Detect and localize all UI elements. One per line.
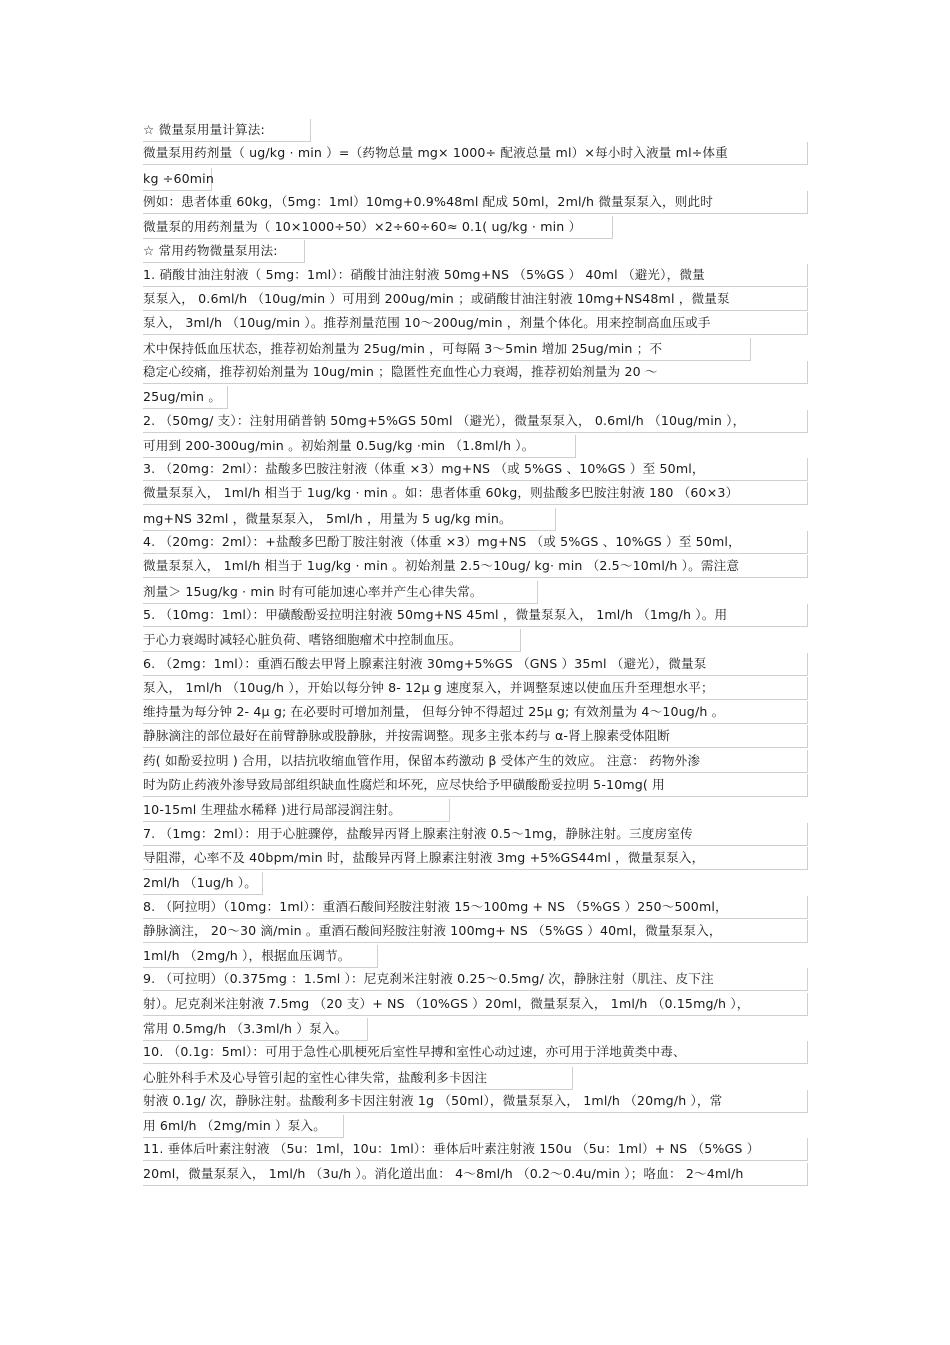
text-line: 11. 垂体后叶素注射液 （5u：1ml，10u：1ml）：垂体后叶素注射液 150u （5u：1ml）+ NS （5%GS ） [143, 1138, 808, 1162]
text-line: 泵入， 1ml/h （10ug/h ），开始以每分钟 8- 12μ g 速度泵入，并调整泵速以使血压升至理想水平； [143, 677, 808, 701]
text-line: 稳定心绞痛，推荐初始剂量为 10ug/min ；隐匿性充血性心力衰竭，推荐初始剂量为 20 ～ [143, 361, 808, 385]
text-line: 射）。尼克刹米注射液 7.5mg （20 支）+ NS （10%GS ）20ml，微量泵泵入， 1ml/h （0.15mg/h ）， [143, 993, 808, 1017]
text-line: 2. （50mg/ 支）：注射用硝普钠 50mg+5%GS 50ml （避光），微量泵泵入， 0.6ml/h （10ug/min ）， [143, 410, 808, 434]
text-line: ☆ 常用药物微量泵用法: [143, 239, 808, 263]
text-line: 25ug/min 。 [143, 385, 808, 409]
text-line: 时为防止药液外渗导致局部组织缺血性腐烂和坏死，应尽快给予甲磺酸酚妥拉明 5-10mg( 用 [143, 774, 808, 798]
text-line: 药( 如酚妥拉明 ) 合用，以拮抗收缩血管作用，保留本药激动 β 受体产生的效应。 注意： 药物外渗 [143, 750, 808, 774]
text-line: 可用到 200-300ug/min 。初始剂量 0.5ug/kg ·min （1.8ml/h ）。 [143, 434, 808, 458]
text-line: 2ml/h （1ug/h ）。 [143, 871, 808, 895]
text-line: 6. （2mg：1ml）：重酒石酸去甲肾上腺素注射液 30mg+5%GS （GNS ）35ml （避光），微量泵 [143, 653, 808, 677]
text-line: 射液 0.1g/ 次，静脉注射。盐酸利多卡因注射液 1g （50ml），微量泵泵入， 1ml/h （20mg/h ），常 [143, 1090, 808, 1114]
text-line: ☆ 微量泵用量计算法: [143, 118, 808, 142]
text-line: 8. （阿拉明）（10mg：1ml）：重酒石酸间羟胺注射液 15～100mg + NS （5%GS ）250～500ml， [143, 896, 808, 920]
text-line: 心脏外科手术及心导管引起的室性心律失常，盐酸利多卡因注 [143, 1066, 808, 1090]
text-line: 10. （0.1g：5ml）：可用于急性心肌梗死后室性早搏和室性心动过速，亦可用于洋地黄类中毒、 [143, 1041, 808, 1065]
text-line: 5. （10mg：1ml）：甲磺酸酚妥拉明注射液 50mg+NS 45ml ，微量泵泵入， 1ml/h （1mg/h ）。用 [143, 604, 808, 628]
text-line: 术中保持低血压状态，推荐初始剂量为 25ug/min ，可每隔 3～5min 增加 25ug/min ；不 [143, 337, 808, 361]
text-line: 9. （可拉明）（0.375mg ：1.5ml ）：尼克刹米注射液 0.25～0.5mg/ 次，静脉注射（肌注、皮下注 [143, 968, 808, 992]
text-line: 静脉滴注， 20～30 滴/min 。重酒石酸间羟胺注射液 100mg+ NS （5%GS ）40ml，微量泵泵入， [143, 920, 808, 944]
text-line: 1. 硝酸甘油注射液（ 5mg：1ml）：硝酸甘油注射液 50mg+NS （5%GS ） 40ml （避光），微量 [143, 264, 808, 288]
text-line: 维持量为每分钟 2- 4μ g; 在必要时可增加剂量， 但每分钟不得超过 25μ g; 有效剂量为 4～10ug/h 。 [143, 701, 808, 725]
text-line: 泵入， 3ml/h （10ug/min ）。推荐剂量范围 10～200ug/min ，剂量个体化。用来控制高血压或手 [143, 312, 808, 336]
text-line: 静脉滴注的部位最好在前臂静脉或股静脉，并按需调整。现多主张本药与 α-肾上腺素受体阻断 [143, 725, 808, 749]
text-line: kg ÷60min [143, 167, 808, 191]
text-line: 微量泵的用药剂量为（ 10×1000÷50）×2÷60÷60≈ 0.1( ug/kg · min ） [143, 215, 808, 239]
text-line: mg+NS 32ml ，微量泵泵入， 5ml/h ，用量为 5 ug/kg min。 [143, 507, 808, 531]
text-line: 剂量＞ 15ug/kg · min 时有可能加速心率并产生心律失常。 [143, 580, 808, 604]
text-line: 1ml/h （2mg/h ），根据血压调节。 [143, 944, 808, 968]
text-line: 于心力衰竭时减轻心脏负荷、嗜铬细胞瘤术中控制血压。 [143, 628, 808, 652]
text-line: 4. （20mg：2ml）：+盐酸多巴酚丁胺注射液（体重 ×3）mg+NS （或 5%GS 、10%GS ）至 50ml， [143, 531, 808, 555]
text-line: 10-15ml 生理盐水稀释 )进行局部浸润注射。 [143, 798, 808, 822]
text-line: 例如：患者体重 60kg，（5mg：1ml）10mg+0.9%48ml 配成 50ml，2ml/h 微量泵泵入，则此时 [143, 191, 808, 215]
text-line: 3. （20mg：2ml）：盐酸多巴胺注射液（体重 ×3）mg+NS （或 5%GS 、10%GS ）至 50ml， [143, 458, 808, 482]
text-line: 20ml，微量泵泵入， 1ml/h （3u/h ）。消化道出血： 4～8ml/h （0.2～0.4u/min ）；咯血： 2～4ml/h [143, 1163, 808, 1187]
text-line: 常用 0.5mg/h （3.3ml/h ）泵入。 [143, 1017, 808, 1041]
text-line: 微量泵用药剂量（ ug/kg · min ）=（药物总量 mg× 1000÷ 配液总量 ml）×每小时入液量 ml÷体重 [143, 142, 808, 166]
text-line: 用 6ml/h （2mg/min ）泵入。 [143, 1114, 808, 1138]
document-body [143, 118, 808, 1187]
text-line: 微量泵泵入， 1ml/h 相当于 1ug/kg · min 。初始剂量 2.5～10ug/ kg· min （2.5～10ml/h ）。需注意 [143, 555, 808, 579]
text-line: 导阻滞，心率不及 40bpm/min 时，盐酸异丙肾上腺素注射液 3mg +5%GS44ml ，微量泵泵入， [143, 847, 808, 871]
text-line: 微量泵泵入， 1ml/h 相当于 1ug/kg · min 。如：患者体重 60kg，则盐酸多巴胺注射液 180 （60×3） [143, 482, 808, 506]
text-line: 泵泵入， 0.6ml/h （10ug/min ）可用到 200ug/min ；或硝酸甘油注射液 10mg+NS48ml ，微量泵 [143, 288, 808, 312]
text-line: 7. （1mg：2ml）：用于心脏骤停，盐酸异丙肾上腺素注射液 0.5～1mg，静脉注射。三度房室传 [143, 823, 808, 847]
